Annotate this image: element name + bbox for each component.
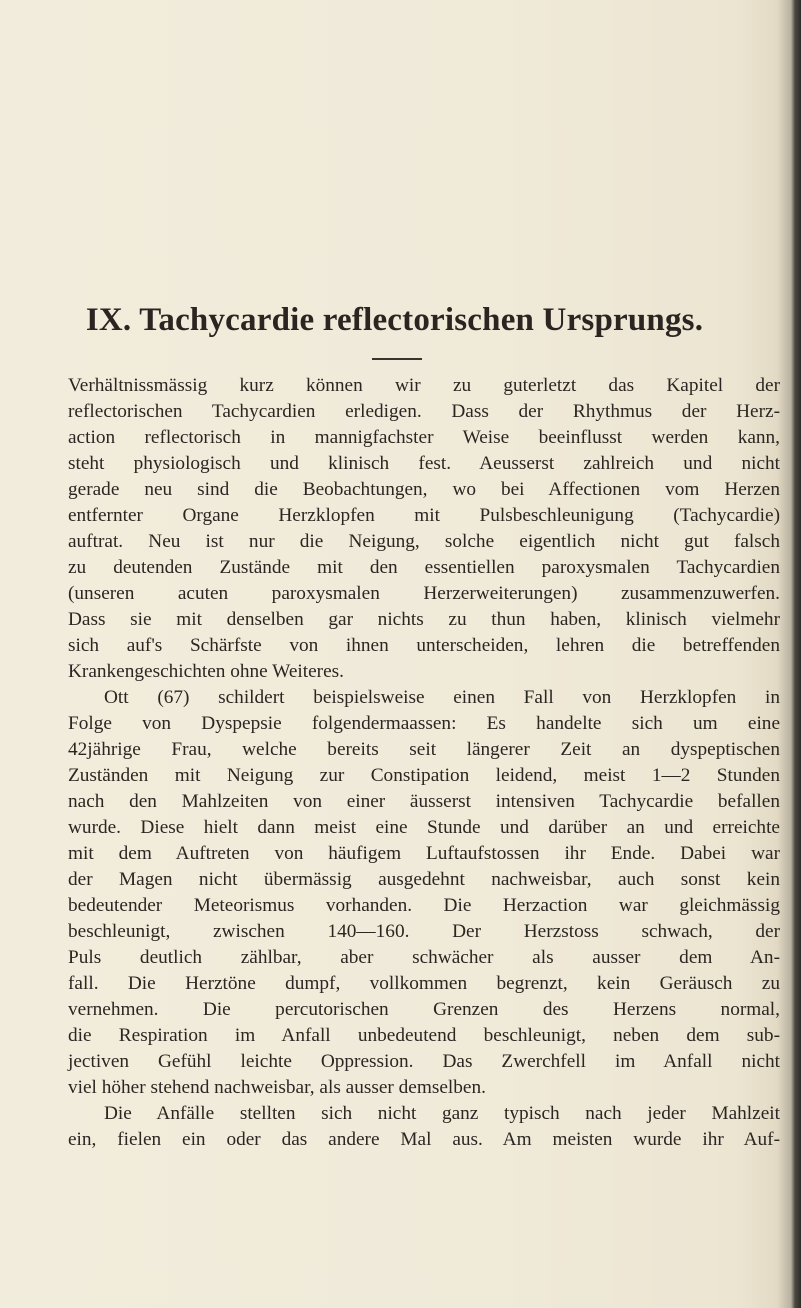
text-line-29: Die Anfälle stellten sich nicht ganz typisch nach jeder Mahlzeit bbox=[104, 1103, 780, 1124]
text-line-10: Dass sie mit denselben gar nichts zu thun haben, klinisch vielmehr bbox=[68, 609, 780, 630]
text-line-13: Ott (67) schildert beispielsweise einen Fall von Herzklopfen in bbox=[104, 687, 780, 708]
text-line-15: 42jährige Frau, welche bereits seit längerer Zeit an dyspeptischen bbox=[68, 739, 780, 760]
text-line-23: Puls deutlich zählbar, aber schwächer als ausser dem An- bbox=[68, 947, 780, 968]
heading-divider bbox=[372, 358, 422, 360]
text-line-12: Krankengeschichten ohne Weiteres. bbox=[68, 661, 344, 682]
text-line-18: wurde. Diese hielt dann meist eine Stunde und darüber an und erreichte bbox=[68, 817, 780, 838]
text-line-3: action reflectorisch in mannigfachster Weise beeinflusst werden kann, bbox=[68, 427, 780, 448]
text-line-5: gerade neu sind die Beobachtungen, wo bei Affectionen vom Herzen bbox=[68, 479, 780, 500]
text-line-24: fall. Die Herztöne dumpf, vollkommen begrenzt, kein Geräusch zu bbox=[68, 973, 780, 994]
text-line-22: beschleunigt, zwischen 140—160. Der Herzstoss schwach, der bbox=[68, 921, 780, 942]
text-line-16: Zuständen mit Neigung zur Constipation leidend, meist 1—2 Stunden bbox=[68, 765, 780, 786]
text-line-21: bedeutender Meteorismus vorhanden. Die Herzaction war gleichmässig bbox=[68, 895, 780, 916]
page-edge-shadow bbox=[791, 0, 801, 1308]
text-line-8: zu deutenden Zustände mit den essentiellen paroxysmalen Tachycardien bbox=[68, 557, 780, 578]
text-line-11: sich auf's Schärfste von ihnen unterscheiden, lehren die betreffenden bbox=[68, 635, 780, 656]
text-line-30: ein, fielen ein oder das andere Mal aus. Am meisten wurde ihr Auf- bbox=[68, 1129, 780, 1150]
text-line-19: mit dem Auftreten von häufigem Luftaufstossen ihr Ende. Dabei war bbox=[68, 843, 780, 864]
text-line-2: reflectorischen Tachycardien erledigen. Dass der Rhythmus der Herz- bbox=[68, 401, 780, 422]
text-line-4: steht physiologisch und klinisch fest. Aeusserst zahlreich und nicht bbox=[68, 453, 780, 474]
text-line-26: die Respiration im Anfall unbedeutend beschleunigt, neben dem sub- bbox=[68, 1025, 780, 1046]
text-line-28: viel höher stehend nachweisbar, als ausser demselben. bbox=[68, 1077, 486, 1098]
text-line-6: entfernter Organe Herzklopfen mit Pulsbeschleunigung (Tachycardie) bbox=[68, 505, 780, 526]
text-line-1: Verhältnissmässig kurz können wir zu guterletzt das Kapitel der bbox=[68, 375, 780, 396]
text-line-14: Folge von Dyspepsie folgendermaassen: Es handelte sich um eine bbox=[68, 713, 780, 734]
text-line-20: der Magen nicht übermässig ausgedehnt nachweisbar, auch sonst kein bbox=[68, 869, 780, 890]
text-line-17: nach den Mahlzeiten von einer äusserst intensiven Tachycardie befallen bbox=[68, 791, 780, 812]
chapter-heading: IX. Tachycardie reflectorischen Ursprungs. bbox=[85, 302, 704, 338]
text-line-27: jectiven Gefühl leichte Oppression. Das Zwerchfell im Anfall nicht bbox=[68, 1051, 780, 1072]
text-line-7: auftrat. Neu ist nur die Neigung, solche eigentlich nicht gut falsch bbox=[68, 531, 780, 552]
text-line-25: vernehmen. Die percutorischen Grenzen des Herzens normal, bbox=[68, 999, 780, 1020]
text-line-9: (unseren acuten paroxysmalen Herzerweiterungen) zusammenzuwerfen. bbox=[68, 583, 780, 604]
